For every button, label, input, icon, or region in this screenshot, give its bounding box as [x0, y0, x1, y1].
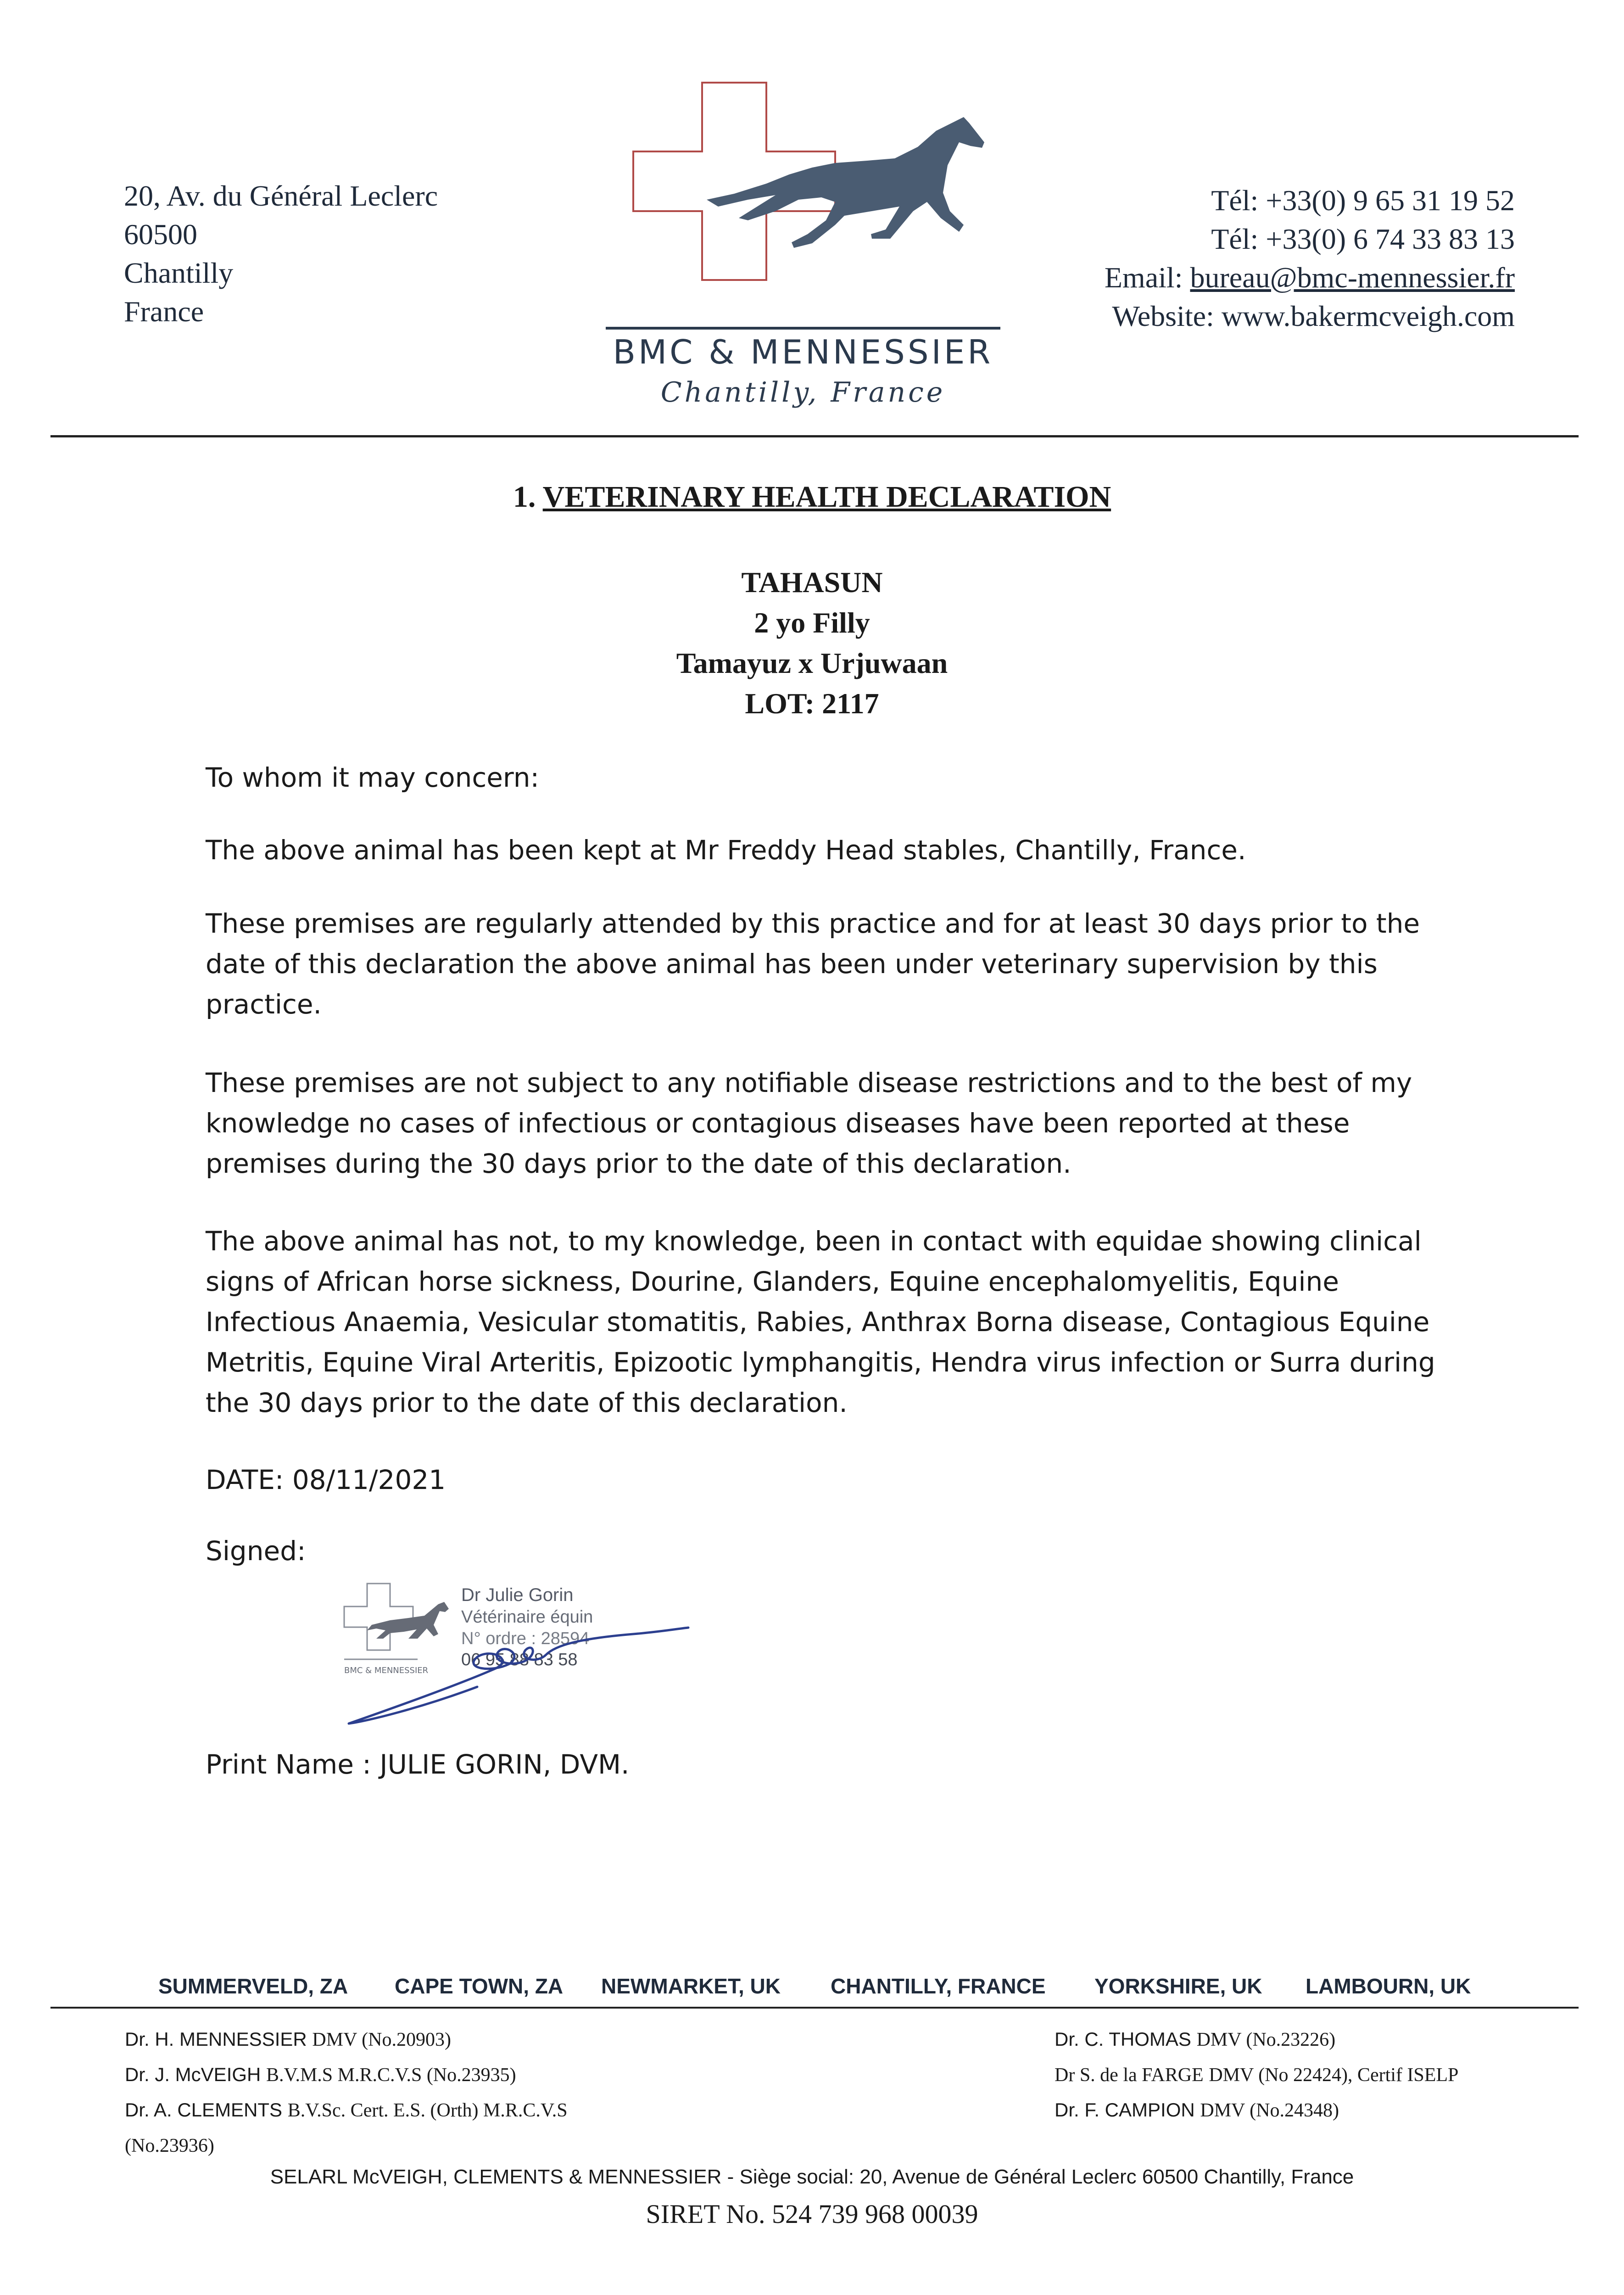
practice-address — [124, 177, 438, 331]
contact-details — [1105, 181, 1515, 336]
doctor-name: Dr. A. CLEMENTS — [125, 2099, 283, 2121]
email-link[interactable]: bureau@bmc-mennessier.fr — [1190, 261, 1515, 294]
stamp-title: Vétérinaire équin — [461, 1607, 593, 1627]
email-line — [1105, 258, 1515, 297]
office-location: LAMBOURN, UK — [1306, 1974, 1471, 1998]
title-number: 1. — [513, 480, 536, 514]
address-line: Chantilly — [124, 257, 234, 289]
bmc-logo — [597, 73, 1010, 330]
siret-number: SIRET No. 524 739 968 00039 — [646, 2199, 978, 2229]
doctor-name: Dr. C. THOMAS — [1055, 2028, 1191, 2050]
brand-location: Chantilly, France — [660, 376, 946, 409]
doctor-name: Dr. J. McVEIGH — [125, 2064, 261, 2085]
doctor-entry — [125, 2022, 568, 2057]
stamp-order-no: N° ordre : 28594 — [461, 1629, 590, 1648]
doctor-name: Dr. F. CAMPION — [1055, 2099, 1195, 2121]
stamp-name: Dr Julie Gorin — [461, 1585, 574, 1605]
company-registered-office: SELARL McVEIGH, CLEMENTS & MENNESSIER - Siège social: 20, Avenue de Général Leclerc 60500 Chantilly, France — [270, 2166, 1354, 2188]
email-label: Email: — [1104, 261, 1190, 294]
doctor-entry — [125, 2093, 568, 2128]
header-divider — [50, 435, 1579, 437]
website-line[interactable]: Website: www.bakermcveigh.com — [1112, 300, 1515, 332]
office-location: SUMMERVELD, ZA — [158, 1974, 348, 1998]
office-location: NEWMARKET, UK — [601, 1974, 781, 1998]
horse-details — [0, 562, 1624, 724]
signature-stamp — [340, 1570, 798, 1744]
doctor-quals: DMV (No.23226) — [1196, 2029, 1336, 2050]
doctor-entry — [1055, 2093, 1458, 2128]
horse-name: TAHASUN — [741, 566, 883, 599]
footer-divider — [50, 2007, 1579, 2009]
stamp-cross-icon — [344, 1584, 413, 1650]
doctors-list-right — [1055, 2022, 1458, 2128]
doctor-quals: DMV (No 22424), Certif ISELP — [1209, 2065, 1459, 2086]
paragraph-disease-restrictions: These premises are not subject to any notifiable disease restrictions and to the best of my knowledge no cases of infectious or contagious diseases have been reported at these premises during the 30 days prior to the date of this declaration. — [206, 1067, 1412, 1179]
doctor-name: Dr. H. MENNESSIER — [125, 2028, 307, 2050]
doctors-list-left — [125, 2022, 568, 2163]
doctor-entry — [1055, 2022, 1458, 2057]
address-line: France — [124, 295, 204, 328]
title-text: VETERINARY HEALTH DECLARATION — [542, 480, 1111, 514]
phone-line: Tél: +33(0) 6 74 33 83 13 — [1211, 223, 1515, 255]
doctor-name: Dr S. de la FARGE — [1055, 2065, 1204, 2086]
document-title — [0, 480, 1624, 515]
phone-line: Tél: +33(0) 9 65 31 19 52 — [1211, 184, 1515, 217]
doctor-quals: B.V.M.S M.R.C.V.S (No.23935) — [266, 2065, 516, 2086]
office-location: YORKSHIRE, UK — [1094, 1974, 1262, 1998]
doctor-quals: B.V.Sc. Cert. E.S. (Orth) M.R.C.V.S — [287, 2100, 568, 2121]
lot-number: LOT: 2117 — [745, 687, 879, 720]
doctor-entry — [125, 2057, 568, 2093]
brand-name: BMC & MENNESSIER — [613, 333, 993, 371]
office-location: CAPE TOWN, ZA — [395, 1974, 564, 1998]
paragraph-contact-diseases: The above animal has not, to my knowledge, been in contact with equidae showing clinical signs of African horse sickness, Dourine, Glanders, Equine encephalomyelitis, Equine Infectious Anaemia, Vesicular stomatitis, Rabies, Anthrax Borna disease, Contagious Equine Metritis, Equine Viral Arteritis, Epizootic lymphangitis, Hendra virus infection or Surra during the 30 days prior to the date of this declaration. — [206, 1226, 1435, 1418]
office-location: CHANTILLY, FRANCE — [831, 1974, 1046, 1998]
horse-pedigree: Tamayuz x Urjuwaan — [676, 647, 948, 679]
doctor-quals: (No.23936) — [125, 2135, 214, 2156]
doctor-entry — [125, 2128, 568, 2163]
stamp-phone: 06 95 88 83 58 — [461, 1650, 578, 1669]
signed-label: Signed: — [206, 1535, 306, 1567]
paragraph-supervision: These premises are regularly attended by this practice and for at least 30 days prior to the date of this declaration the above animal has been under veterinary supervision by this practice. — [206, 908, 1420, 1020]
address-line: 20, Av. du Général Leclerc — [124, 179, 438, 212]
paragraph-stables: The above animal has been kept at Mr Freddy Head stables, Chantilly, France. — [206, 834, 1246, 866]
doctor-entry — [1055, 2057, 1458, 2093]
galloping-horse-icon — [707, 117, 984, 248]
declaration-date: DATE: 08/11/2021 — [206, 1464, 446, 1495]
stamp-brand: BMC & MENNESSIER — [344, 1666, 429, 1675]
horse-age-sex: 2 yo Filly — [754, 606, 870, 639]
stamp-horse-icon — [367, 1602, 449, 1639]
salutation: To whom it may concern: — [206, 762, 540, 793]
doctor-quals: DMV (No.24348) — [1200, 2100, 1339, 2121]
doctor-quals: DMV (No.20903) — [312, 2029, 451, 2050]
print-name: Print Name : JULIE GORIN, DVM. — [206, 1749, 630, 1780]
address-line: 60500 — [124, 218, 197, 251]
